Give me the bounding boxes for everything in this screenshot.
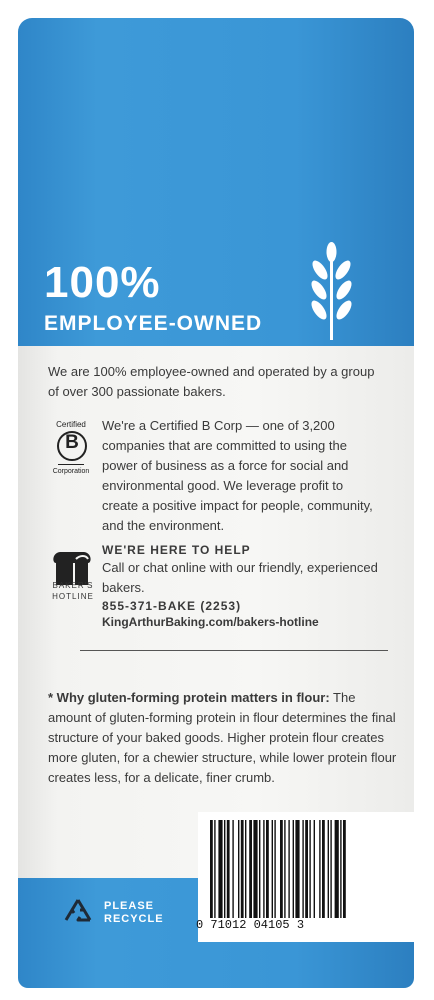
- barcode-bar: [263, 820, 264, 918]
- bcorp-letter: B: [65, 432, 79, 453]
- bcorp-logo: [46, 420, 96, 486]
- footnote-label: * Why gluten-forming protein matters in flour:: [48, 690, 330, 705]
- barcode-bar: [319, 820, 320, 918]
- barcode-bar: [266, 820, 269, 918]
- recycle-icon: [62, 896, 94, 928]
- barcode-bar: [214, 820, 215, 918]
- headline-percent: 100%: [44, 258, 161, 307]
- barcode-bar: [224, 820, 225, 918]
- hotline-label-1: BAKER'S: [52, 581, 94, 590]
- barcode-bar: [302, 820, 303, 918]
- recycle-line-2: RECYCLE: [104, 913, 164, 925]
- footnote: [48, 688, 398, 788]
- intro-text: We are 100% employee-owned and operated by a group of over 300 passionate bakers.: [48, 364, 375, 399]
- hotline-label-2: HOTLINE: [52, 592, 94, 601]
- barcode-bar: [328, 820, 329, 918]
- barcode-bar: [274, 820, 275, 918]
- barcode-bar: [314, 820, 315, 918]
- bcorp-certified-label: Certified: [56, 420, 86, 429]
- help-text: Call or chat online with our friendly, experienced bakers.: [102, 560, 378, 595]
- hotline-phone[interactable]: 855-371-BAKE (2253): [102, 599, 242, 613]
- barcode-bar: [210, 820, 213, 918]
- bcorp-corporation-label: Corporation: [52, 468, 90, 475]
- help-title: WE'RE HERE TO HELP: [102, 543, 251, 557]
- barcode-bar: [343, 820, 346, 918]
- barcode-bar: [305, 820, 308, 918]
- hotline-url[interactable]: KingArthurBaking.com/bakers-hotline: [102, 615, 319, 629]
- barcode-bar: [232, 820, 233, 918]
- barcode-bar: [309, 820, 310, 918]
- wheat-icon: [300, 240, 364, 340]
- barcode-bar: [227, 820, 230, 918]
- barcode-bar: [280, 820, 283, 918]
- barcode-bar: [253, 820, 257, 918]
- footnote-text: The amount of gluten-forming protein in flour determines the final structure of your baked goods. Higher protein flour creates more gluten, for a chewier structure, while lower protein flour creates less, for a delicate, finer crumb.: [48, 690, 397, 785]
- barcode-bar: [218, 820, 222, 918]
- headline-employee-owned: EMPLOYEE-OWNED: [44, 312, 263, 335]
- barcode: [206, 820, 402, 918]
- barcode-bar: [330, 820, 331, 918]
- barcode-bar: [295, 820, 299, 918]
- bcorp-text: We're a Certified B Corp — one of 3,200 companies that are committed to using the power of business as a force for social and environmental good. We leverage profit to create a positive impact for people, community, and the environment.: [102, 418, 373, 533]
- barcode-bar: [245, 820, 246, 918]
- bcorp-divider: [58, 464, 84, 465]
- barcode-bar: [322, 820, 325, 918]
- barcode-bar: [288, 820, 289, 918]
- barcode-bar: [340, 820, 341, 918]
- recycle-text: [104, 900, 164, 926]
- barcode-bar: [241, 820, 244, 918]
- barcode-digits: 0 71012 04105 3: [196, 918, 305, 932]
- recycle-line-1: PLEASE: [104, 900, 155, 912]
- barcode-bar: [293, 820, 294, 918]
- barcode-bar: [259, 820, 260, 918]
- barcode-bar: [238, 820, 239, 918]
- hotline-label: [46, 580, 100, 602]
- barcode-bar: [272, 820, 273, 918]
- barcode-bar: [249, 820, 252, 918]
- barcode-bar: [284, 820, 285, 918]
- divider: [80, 650, 388, 651]
- barcode-bar: [335, 820, 339, 918]
